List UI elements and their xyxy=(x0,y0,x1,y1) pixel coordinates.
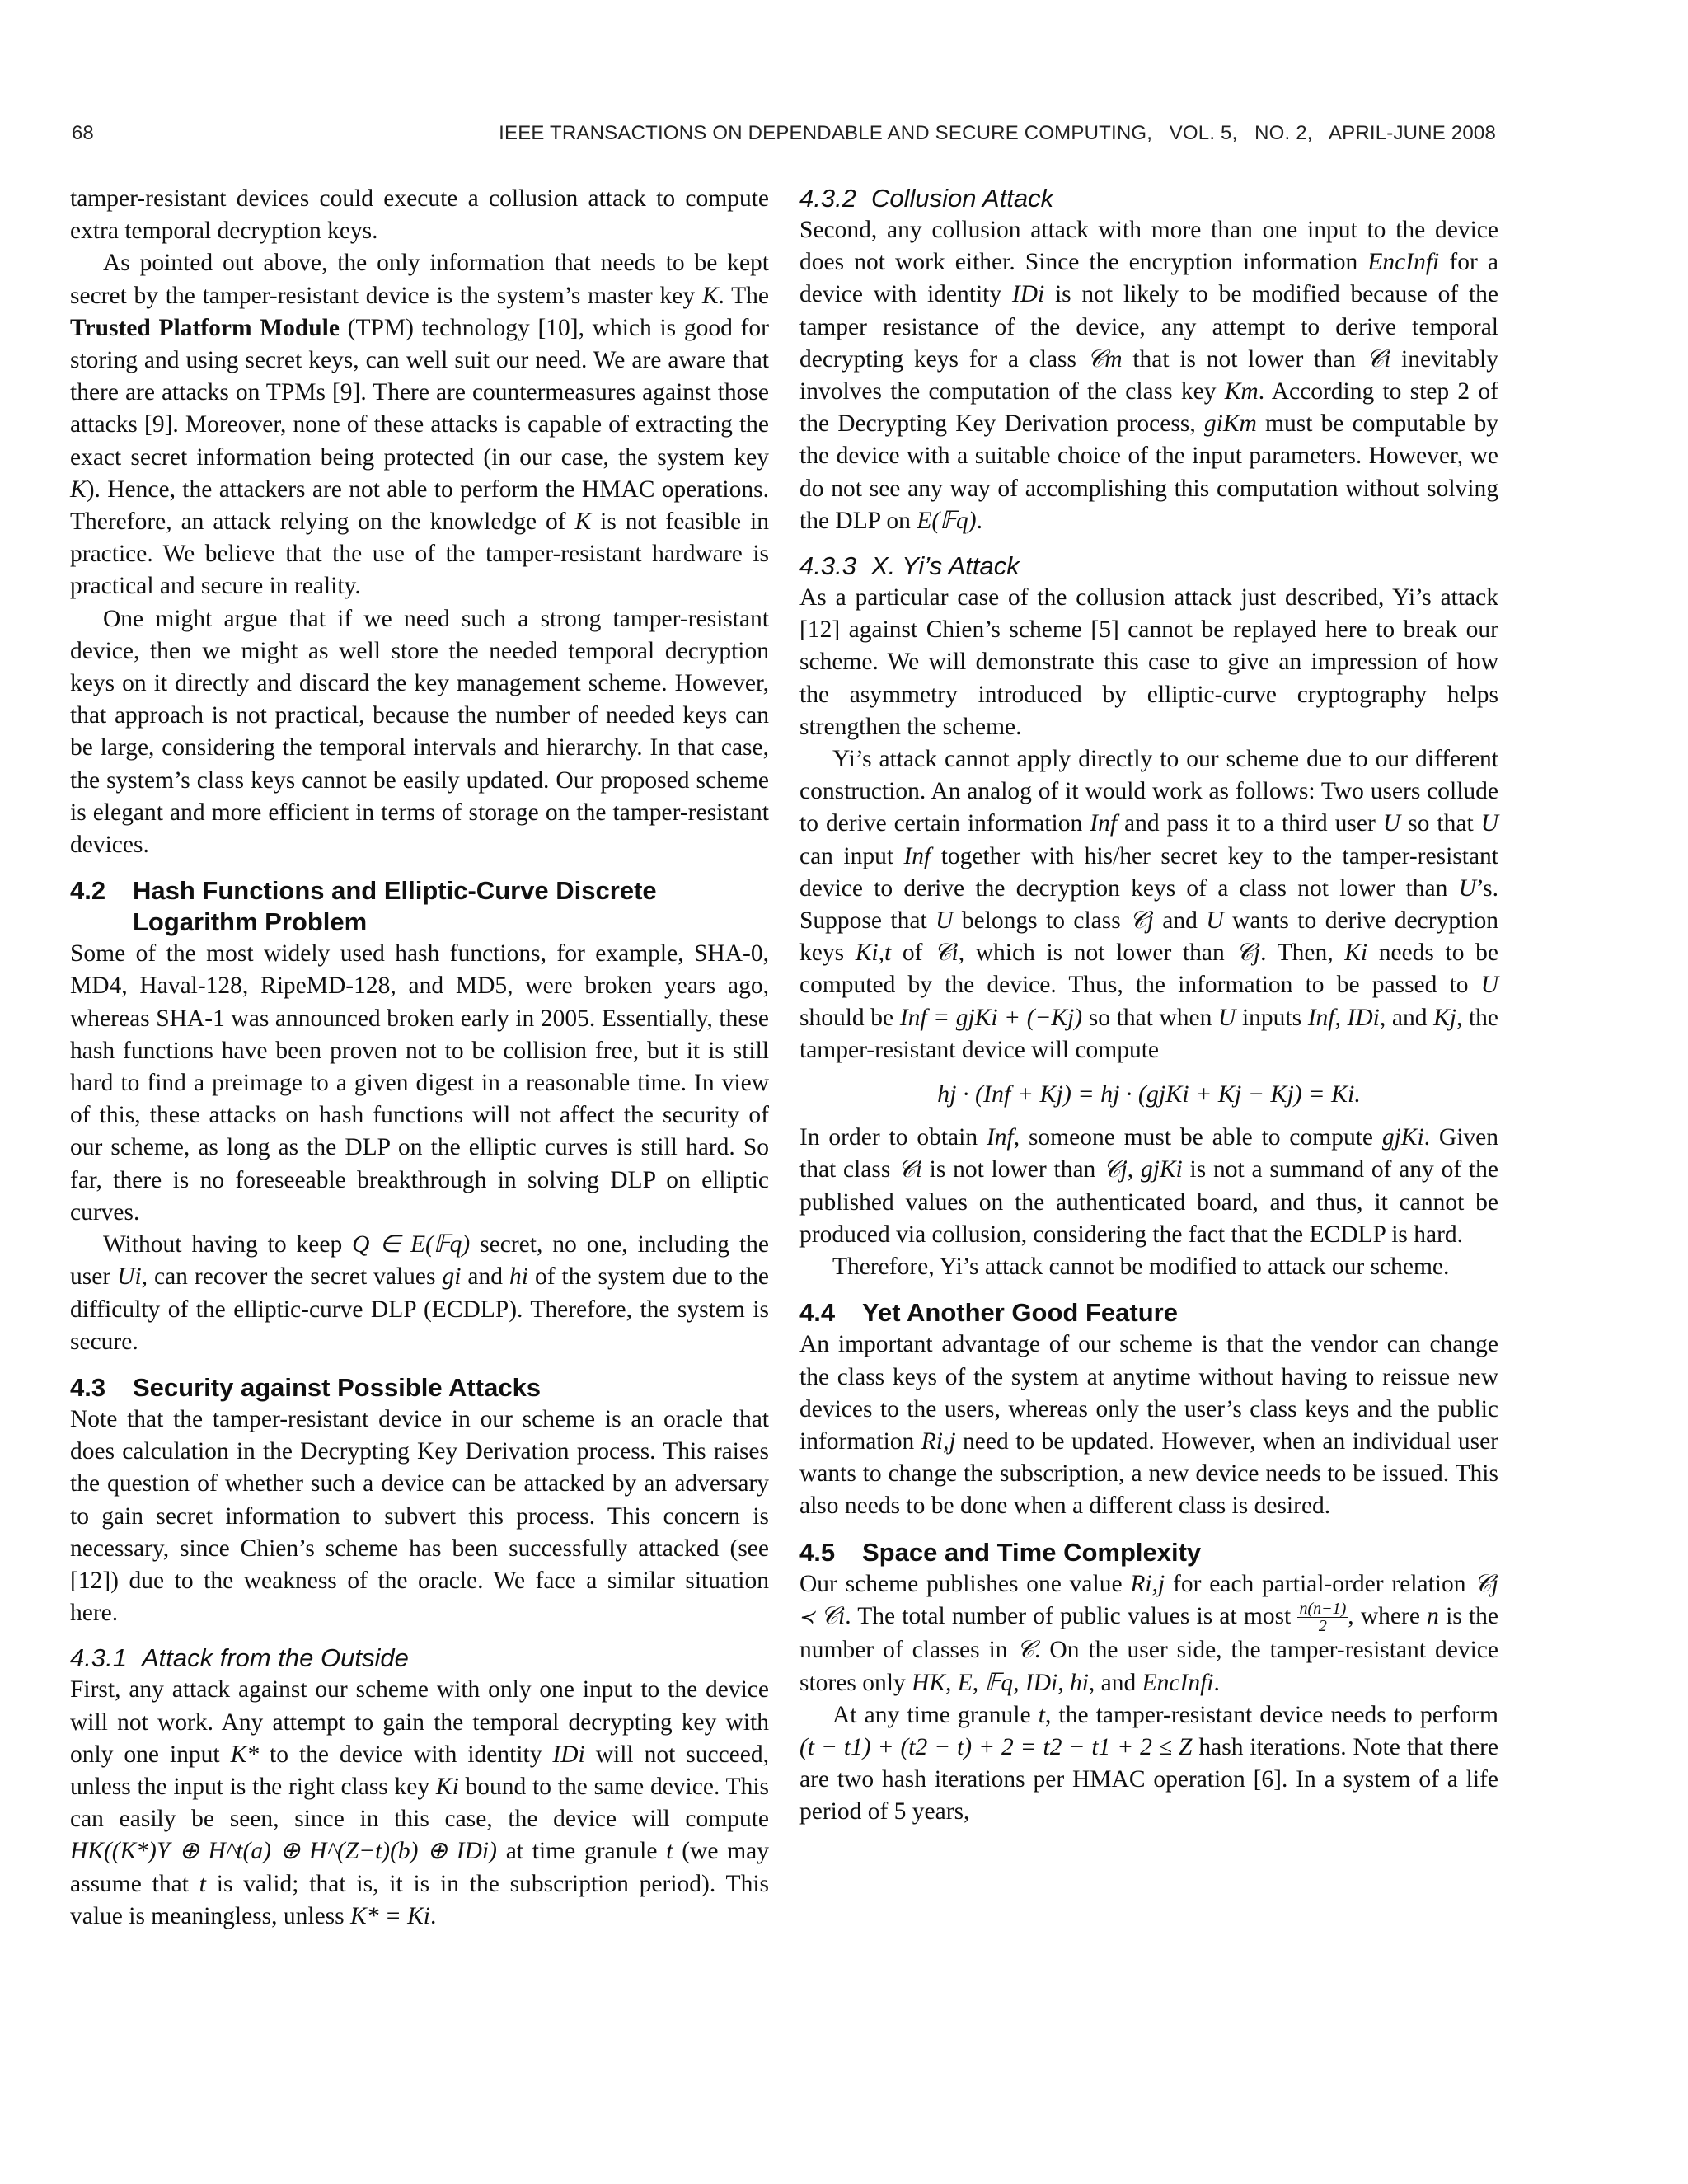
display-equation: hj · (Inf + Kj) = hj · (gjKi + Kj − Kj) = Ki. xyxy=(937,1080,1361,1108)
right-column xyxy=(799,183,1498,1829)
paragraph: Second, any collusion attack with more than one input to the device does not work either. Since the encryption information EncInfi for a device with identity IDi is not likely to be modified because of the tamper resistance of the device, any attempt to derive temporal decrypting keys for a class 𝒞m that is not lower than 𝒞i inevitably involves the computation of the class key Km. According to step 2 of the Decrypting Key Derivation process, giKm must be computable by the device with a suitable choice of the input parameters. However, we do not see any way of accomplishing this computation without solving the DLP on E(𝔽q). xyxy=(799,217,1498,534)
paragraph: As pointed out above, the only information that needs to be kept secret by the tamper-resistant device is the system’s master key K. The Trusted Platform Module (TPM) technology [10], which is good for storing and using secret keys, can well suit our need. We are aware that there are attacks on TPMs [9]. There are countermeasures against those attacks [9]. Moreover, none of these attacks is capable of extracting the exact secret information being protected (in our case, the system key K). Hence, the attackers are not able to perform the HMAC operations. Therefore, an attack relying on the knowledge of K is not feasible in practice. We believe that the use of the tamper-resistant hardware is practical and secure in reality. xyxy=(70,250,769,600)
paragraph: One might argue that if we need such a strong tamper-resistant device, then we might as well store the needed temporal decryption keys on it directly and discard the key management scheme. However, that approach is not practical, because the number of needed keys can be large, considering the temporal intervals and hierarchy. In that case, the system’s class keys cannot be easily updated. Our proposed scheme is elegant and more efficient in terms of storage on the tamper-resistant devices. xyxy=(70,605,769,859)
paragraph: Some of the most widely used hash functions, for example, SHA-0, MD4, Haval-128, RipeMD-128, and MD5, were broken years ago, whereas SHA-1 was announced broken early in 2005. Essentially, these hash functions have been proven not to be collision free, but it is still hard to find a preimage to a given digest in a reasonable time. In view of this, these attacks on hash functions will not affect the security of our scheme, as long as the DLP on the elliptic curves is still hard. So far, there is no foreseeable breakthrough in solving DLP on elliptic curves. xyxy=(70,940,769,1226)
subsection-heading: 4.3.3 X. Yi’s Attack xyxy=(799,551,1020,581)
bold-term: Trusted Platform Module xyxy=(70,314,340,341)
paragraph: An important advantage of our scheme is that the vendor can change the class keys of the system at anytime without having to reissue new devices to the users, whereas only the user’s class keys and the public information Ri,j need to be updated. However, when an individual user wants to change the subscription, a new device needs to be issued. This also needs to be done when a different class is desired. xyxy=(799,1331,1498,1520)
paragraph: At any time granule t, the tamper-resistant device needs to perform (t − t1) + (t2 − t) + 2 = t2 − t1 + 2 ≤ Z hash iterations. Note that there are two hash iterations per HMAC operation [6]. In a system of a life period of 5 years, xyxy=(799,1701,1499,1825)
paragraph: Note that the tamper-resistant device in our scheme is an oracle that does calculation in the Decrypting Key Derivation process. This raises the question of whether such a device can be attacked by an adversary to gain secret information to subvert this process. This concern is necessary, since Chien’s scheme has been successfully attacked (see [12]) due to the weakness of the oracle. We face a similar situation here. xyxy=(70,1405,769,1627)
section-heading: 4.3 Security against Possible Attacks xyxy=(70,1372,542,1402)
paragraph: First, any attack against our scheme with only one input to the device will not work. Any attempt to gain the temporal decrypting key with only one input K* to the device with identity IDi will not succeed, unless the input is the right class key Ki bound to the same device. This can easily be seen, since in this case, the device will compute HK((K*)Y ⊕ H^t(a) ⊕ H^(Z−t)(b) ⊕ IDi) at time granule t (we may assume that t is valid; that is, it is in the subscription period). This value is meaningless, unless K* = Ki. xyxy=(70,1676,770,1929)
section-heading: 4.2 Hash Functions and Elliptic-Curve Discrete Logarithm Problem xyxy=(70,876,657,937)
journal-title: IEEE TRANSACTIONS ON DEPENDABLE AND SECURE COMPUTING, VOL. 5, NO. 2, APRIL-JUNE 2008 xyxy=(499,122,1496,144)
paragraph: In order to obtain Inf, someone must be able to compute gjKi. Given that class 𝒞i is not lower than 𝒞j, gjKi is not a summand of any of the published values on the authenticated board, and thus, it cannot be produced via collusion, considering the fact that the ECDLP is hard. xyxy=(799,1124,1498,1248)
page-number: 68 xyxy=(72,122,94,144)
paragraph: Our scheme publishes one value Ri,j for each partial-order relation 𝒞j ≺ 𝒞i. The total number of public values is at most $\frac{n(n-1)}{2}$ , where n is the number of classes in 𝒞. On the user side, the tamper-resistant device stores only HK, E, 𝔽q, IDi, hi, and EncInfi. xyxy=(799,1570,1498,1696)
fraction: $\frac{n(n-1)}{2}$ xyxy=(1299,1600,1347,1636)
subsection-heading: 4.3.2 Collusion Attack xyxy=(799,184,1054,213)
subsection-heading: 4.3.1 Attack from the Outside xyxy=(70,1643,409,1673)
paragraph: Yi’s attack cannot apply directly to our scheme due to our different construction. An analog of it would work as follows: Two users collude to derive certain information Inf and pass it to a third user U so that U can input Inf together with his/her secret key to the tamper-resistant device to derive the decryption keys of a class not lower than U’s. Suppose that U belongs to class 𝒞j and U wants to derive decryption keys Ki,t of 𝒞i, which is not lower than 𝒞j. Then, Ki needs to be computed by the device. Thus, the information to be passed to U should be Inf = gjKi + (−Kj) so that when U inputs Inf, IDi, and Kj, the tamper-resistant device will compute xyxy=(799,746,1499,1063)
left-column xyxy=(70,183,769,1933)
section-heading: 4.4 Yet Another Good Feature xyxy=(799,1298,1178,1328)
paragraph: As a particular case of the collusion attack just described, Yi’s attack [12] against Chien’s scheme [5] cannot be replayed here to break our scheme. We will demonstrate this case to give an impression of how the asymmetry introduced by elliptic-curve cryptography helps strengthen the scheme. xyxy=(799,584,1498,740)
paragraph: Therefore, Yi’s attack cannot be modified to attack our scheme. xyxy=(832,1254,1450,1281)
paragraph: Without having to keep Q ∈ E(𝔽q) secret, no one, including the user Ui, can recover the secret values gi and hi of the system due to the difficulty of the elliptic-curve DLP (ECDLP). Therefore, the system is secure. xyxy=(70,1231,769,1355)
running-header xyxy=(72,122,1496,155)
section-heading: 4.5 Space and Time Complexity xyxy=(799,1537,1202,1567)
paragraph: tamper-resistant devices could execute a collusion attack to compute extra temporal decryption keys. xyxy=(70,185,769,245)
